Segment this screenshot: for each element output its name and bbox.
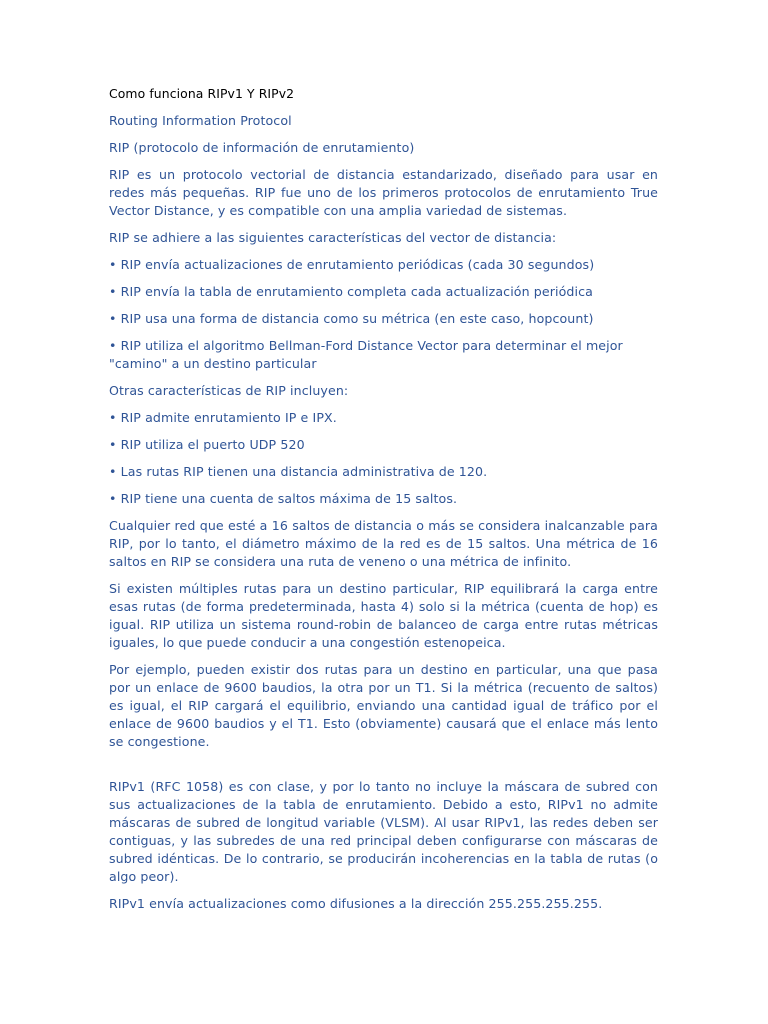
hop-limit-paragraph: Cualquier red que esté a 16 saltos de distancia o más se considera inalcanzable para RIP, por lo tanto, el diámetro máximo de la red es de 15 saltos. Una métrica de 16 saltos en RIP se considera una ruta de veneno o una métrica de infinito. xyxy=(109,518,658,569)
acronym-line: RIP (protocolo de información de enrutamiento) xyxy=(109,140,415,155)
other-characteristic-item: • RIP admite enrutamiento IP e IPX. xyxy=(109,410,337,425)
other-characteristic-item: • Las rutas RIP tienen una distancia administrativa de 120. xyxy=(109,464,488,479)
ripv1-paragraph: RIPv1 (RFC 1058) es con clase, y por lo tanto no incluye la máscara de subred con sus actualizaciones de la tabla de enrutamiento. Debido a esto, RIPv1 no admite máscaras de subred de longitud variable (VLSM). Al usar RIPv1, las redes deben ser contiguas, y las subredes de una red principal deben configurarse con máscaras de subred idénticas. De lo contrario, se producirán incoherencias en la tabla de rutas (o algo peor). xyxy=(109,779,658,884)
other-characteristic-item: • RIP utiliza el puerto UDP 520 xyxy=(109,437,305,452)
broadcast-paragraph: RIPv1 envía actualizaciones como difusiones a la dirección 255.255.255.255. xyxy=(109,896,603,911)
example-paragraph: Por ejemplo, pueden existir dos rutas para un destino en particular, una que pasa por un enlace de 9600 baudios, la otra por un T1. Si la métrica (recuento de saltos) es igual, el RIP cargará el equilibrio, enviando una cantidad igual de tráfico por el enlace de 9600 baudios y el T1. Esto (obviamente) causará que el enlace más lento se congestione. xyxy=(109,662,658,749)
characteristics-heading: RIP se adhiere a las siguientes características del vector de distancia: xyxy=(109,230,557,245)
intro-paragraph: RIP es un protocolo vectorial de distancia estandarizado, diseñado para usar en redes más pequeñas. RIP fue uno de los primeros protocolos de enrutamiento True Vector Distance, y es compatible con una amplia variedad de sistemas. xyxy=(109,167,658,218)
load-balance-paragraph: Si existen múltiples rutas para un destino particular, RIP equilibrará la carga entre esas rutas (de forma predeterminada, hasta 4) solo si la métrica (cuenta de hop) es igual. RIP utiliza un sistema round-robin de balanceo de carga entre rutas métricas iguales, lo que puede conducir a una congestión estenopeica. xyxy=(109,581,658,650)
characteristic-item: • RIP envía la tabla de enrutamiento completa cada actualización periódica xyxy=(109,284,593,299)
characteristic-item: • RIP envía actualizaciones de enrutamiento periódicas (cada 30 segundos) xyxy=(109,257,595,272)
other-characteristic-item: • RIP tiene una cuenta de saltos máxima de 15 saltos. xyxy=(109,491,458,506)
document-subtitle: Routing Information Protocol xyxy=(109,113,292,128)
characteristic-item: • RIP utiliza el algoritmo Bellman-Ford Distance Vector para determinar el mejor "camino" a un destino particular xyxy=(109,338,623,371)
document-body xyxy=(109,85,658,922)
characteristic-item: • RIP usa una forma de distancia como su métrica (en este caso, hopcount) xyxy=(109,311,594,326)
document-title: Como funciona RIPv1 Y RIPv2 xyxy=(109,86,295,101)
other-characteristics-heading: Otras características de RIP incluyen: xyxy=(109,383,349,398)
